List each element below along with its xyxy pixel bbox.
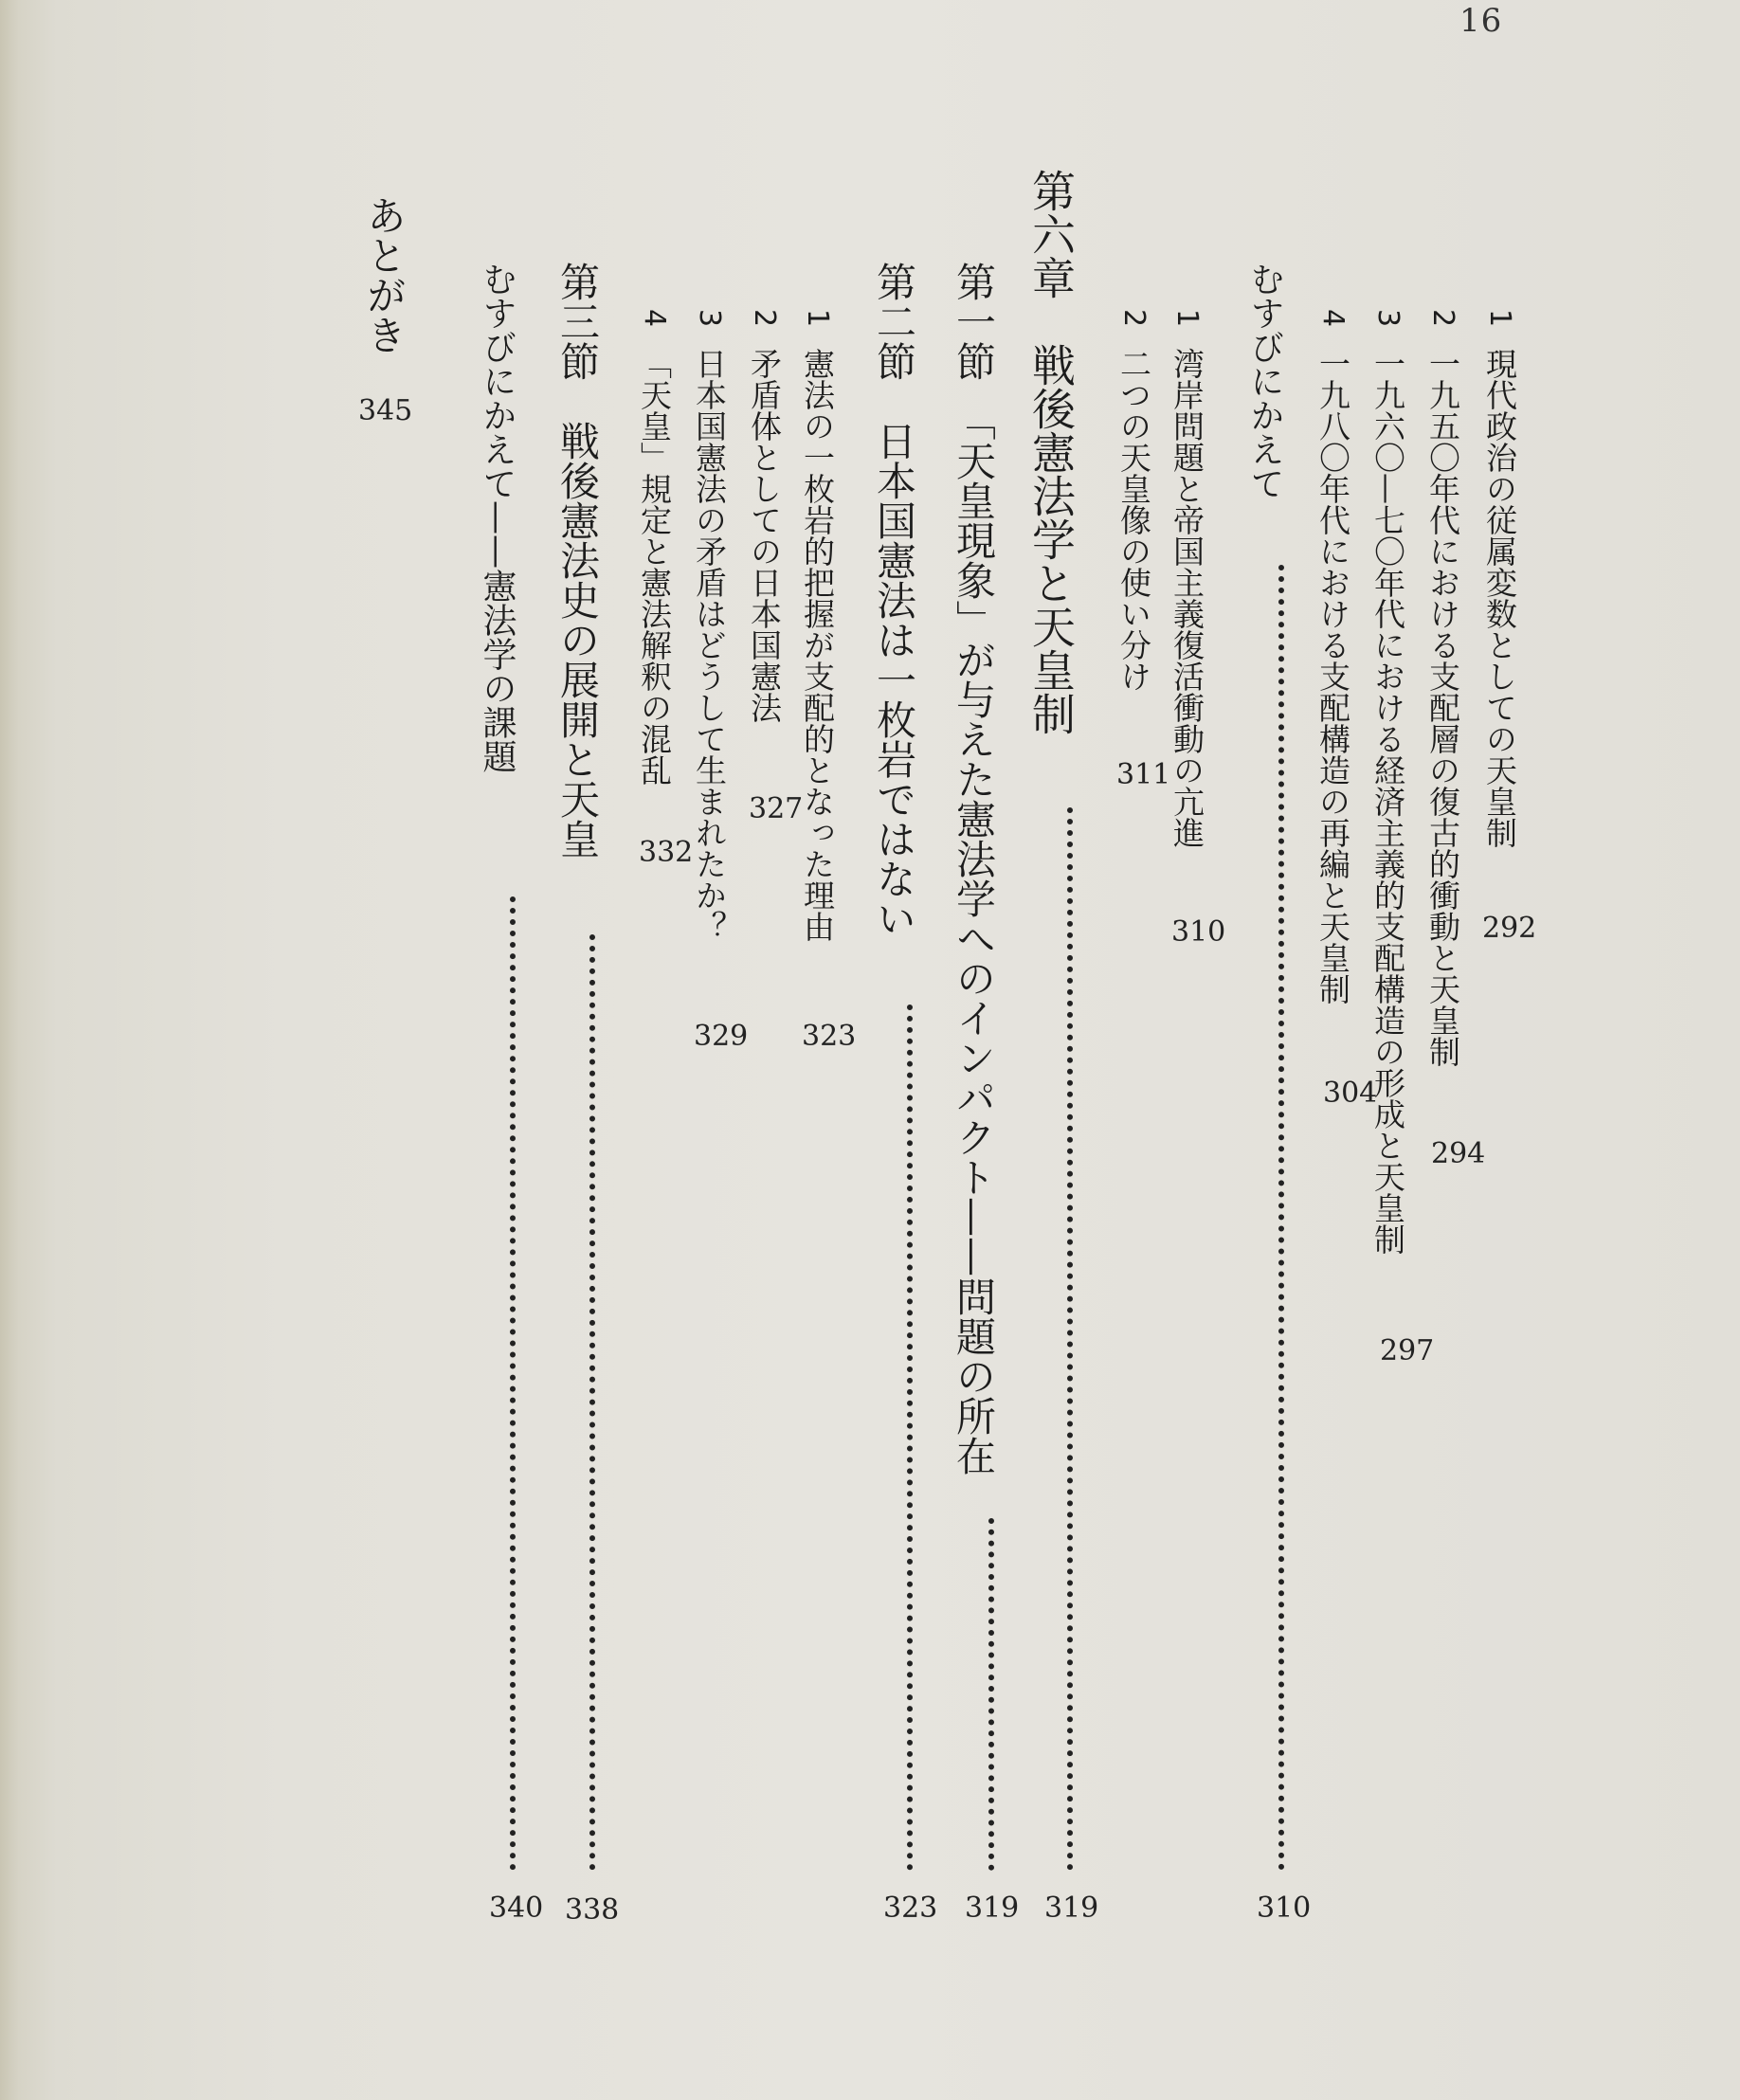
toc-entry	[799, 309, 836, 943]
dot-leader	[589, 934, 595, 1871]
toc-entry	[1424, 309, 1461, 1068]
page-ref: 319	[965, 1892, 1020, 1925]
entry-title: 現代政治の従属変数としての天皇制	[1481, 348, 1518, 849]
toc-entry	[1171, 309, 1203, 848]
toc-entry	[1481, 309, 1518, 849]
dot-leader	[510, 896, 516, 1871]
toc-entry	[691, 309, 728, 943]
entry-title: むすびにかえて	[1245, 262, 1284, 500]
page-ref: 345	[358, 394, 413, 427]
page-ref: 304	[1323, 1077, 1378, 1110]
page-ref: 319	[1044, 1892, 1099, 1925]
item-number: 2	[748, 309, 781, 328]
page-number: 16	[1459, 2, 1503, 40]
item-number: 1	[1170, 309, 1204, 328]
page-ref: 329	[694, 1020, 749, 1053]
entry-title: 第一節 「天皇現象」が与えた憲法学へのインパクト——問題の所在	[951, 262, 997, 1475]
page-ref: 311	[1116, 758, 1171, 791]
page-ref: 332	[639, 836, 694, 869]
entry-title: 第六章 戦後憲法学と天皇制	[1025, 169, 1077, 735]
toc-entry	[361, 195, 408, 354]
entry-title: むすびにかえて——憲法学の課題	[478, 262, 517, 773]
entry-title: 湾岸問題と帝国主義復活衝動の亢進	[1169, 348, 1205, 849]
section-heading	[871, 262, 917, 938]
toc-entry	[746, 309, 783, 724]
dot-leader	[988, 1518, 994, 1871]
page-ref: 340	[489, 1892, 544, 1925]
page-ref: 323	[883, 1892, 938, 1925]
toc-entry	[1245, 262, 1284, 500]
item-number: 4	[1316, 309, 1350, 328]
page-ref: 323	[802, 1020, 857, 1053]
entry-title: 一九六〇—七〇年代における経済主義的支配構造の形成と天皇制	[1369, 348, 1406, 1256]
item-number: 2	[1426, 309, 1459, 328]
entry-title: 憲法の一枚岩的把握が支配的となった理由	[799, 348, 836, 943]
page-ref: 292	[1482, 912, 1537, 945]
toc-entry	[478, 262, 517, 773]
dot-leader	[1067, 807, 1073, 1871]
entry-title: あとがき	[361, 195, 408, 354]
toc-entry	[1369, 309, 1406, 1256]
entry-title: 第三節 戦後憲法史の展開と天皇	[554, 262, 601, 859]
item-number: 4	[638, 309, 671, 328]
item-number: 1	[801, 309, 834, 328]
page-ref: 294	[1431, 1137, 1486, 1170]
item-number: 3	[1371, 309, 1405, 328]
item-number: 1	[1483, 309, 1516, 328]
entry-title: 「天皇」規定と憲法解釈の混乱	[636, 348, 673, 787]
page-ref: 310	[1171, 915, 1226, 949]
entry-title: 矛盾体としての日本国憲法	[746, 348, 783, 724]
section-heading	[951, 262, 997, 1475]
entry-title: 一九八〇年代における支配構造の再編と天皇制	[1314, 348, 1351, 1005]
entry-title: 二つの天皇像の使い分け	[1115, 348, 1152, 693]
entry-title: 第二節 日本国憲法は一枚岩ではない	[871, 262, 917, 938]
chapter-heading	[1025, 169, 1077, 735]
page-ref: 310	[1257, 1892, 1312, 1925]
entry-title: 日本国憲法の矛盾はどうして生まれたか？	[691, 348, 728, 943]
item-number: 2	[1117, 309, 1151, 328]
dot-leader	[1278, 565, 1284, 1871]
page-ref: 338	[565, 1893, 620, 1927]
item-number: 3	[693, 309, 726, 328]
page-ref: 327	[749, 792, 804, 825]
toc-entry	[1314, 309, 1351, 1005]
page-ref: 297	[1380, 1334, 1435, 1367]
entry-title: 一九五〇年代における支配層の復古的衝動と天皇制	[1424, 348, 1461, 1068]
dot-leader	[907, 1005, 913, 1871]
toc-entry	[1115, 309, 1152, 693]
section-heading	[554, 262, 601, 859]
toc-entry	[636, 309, 673, 787]
